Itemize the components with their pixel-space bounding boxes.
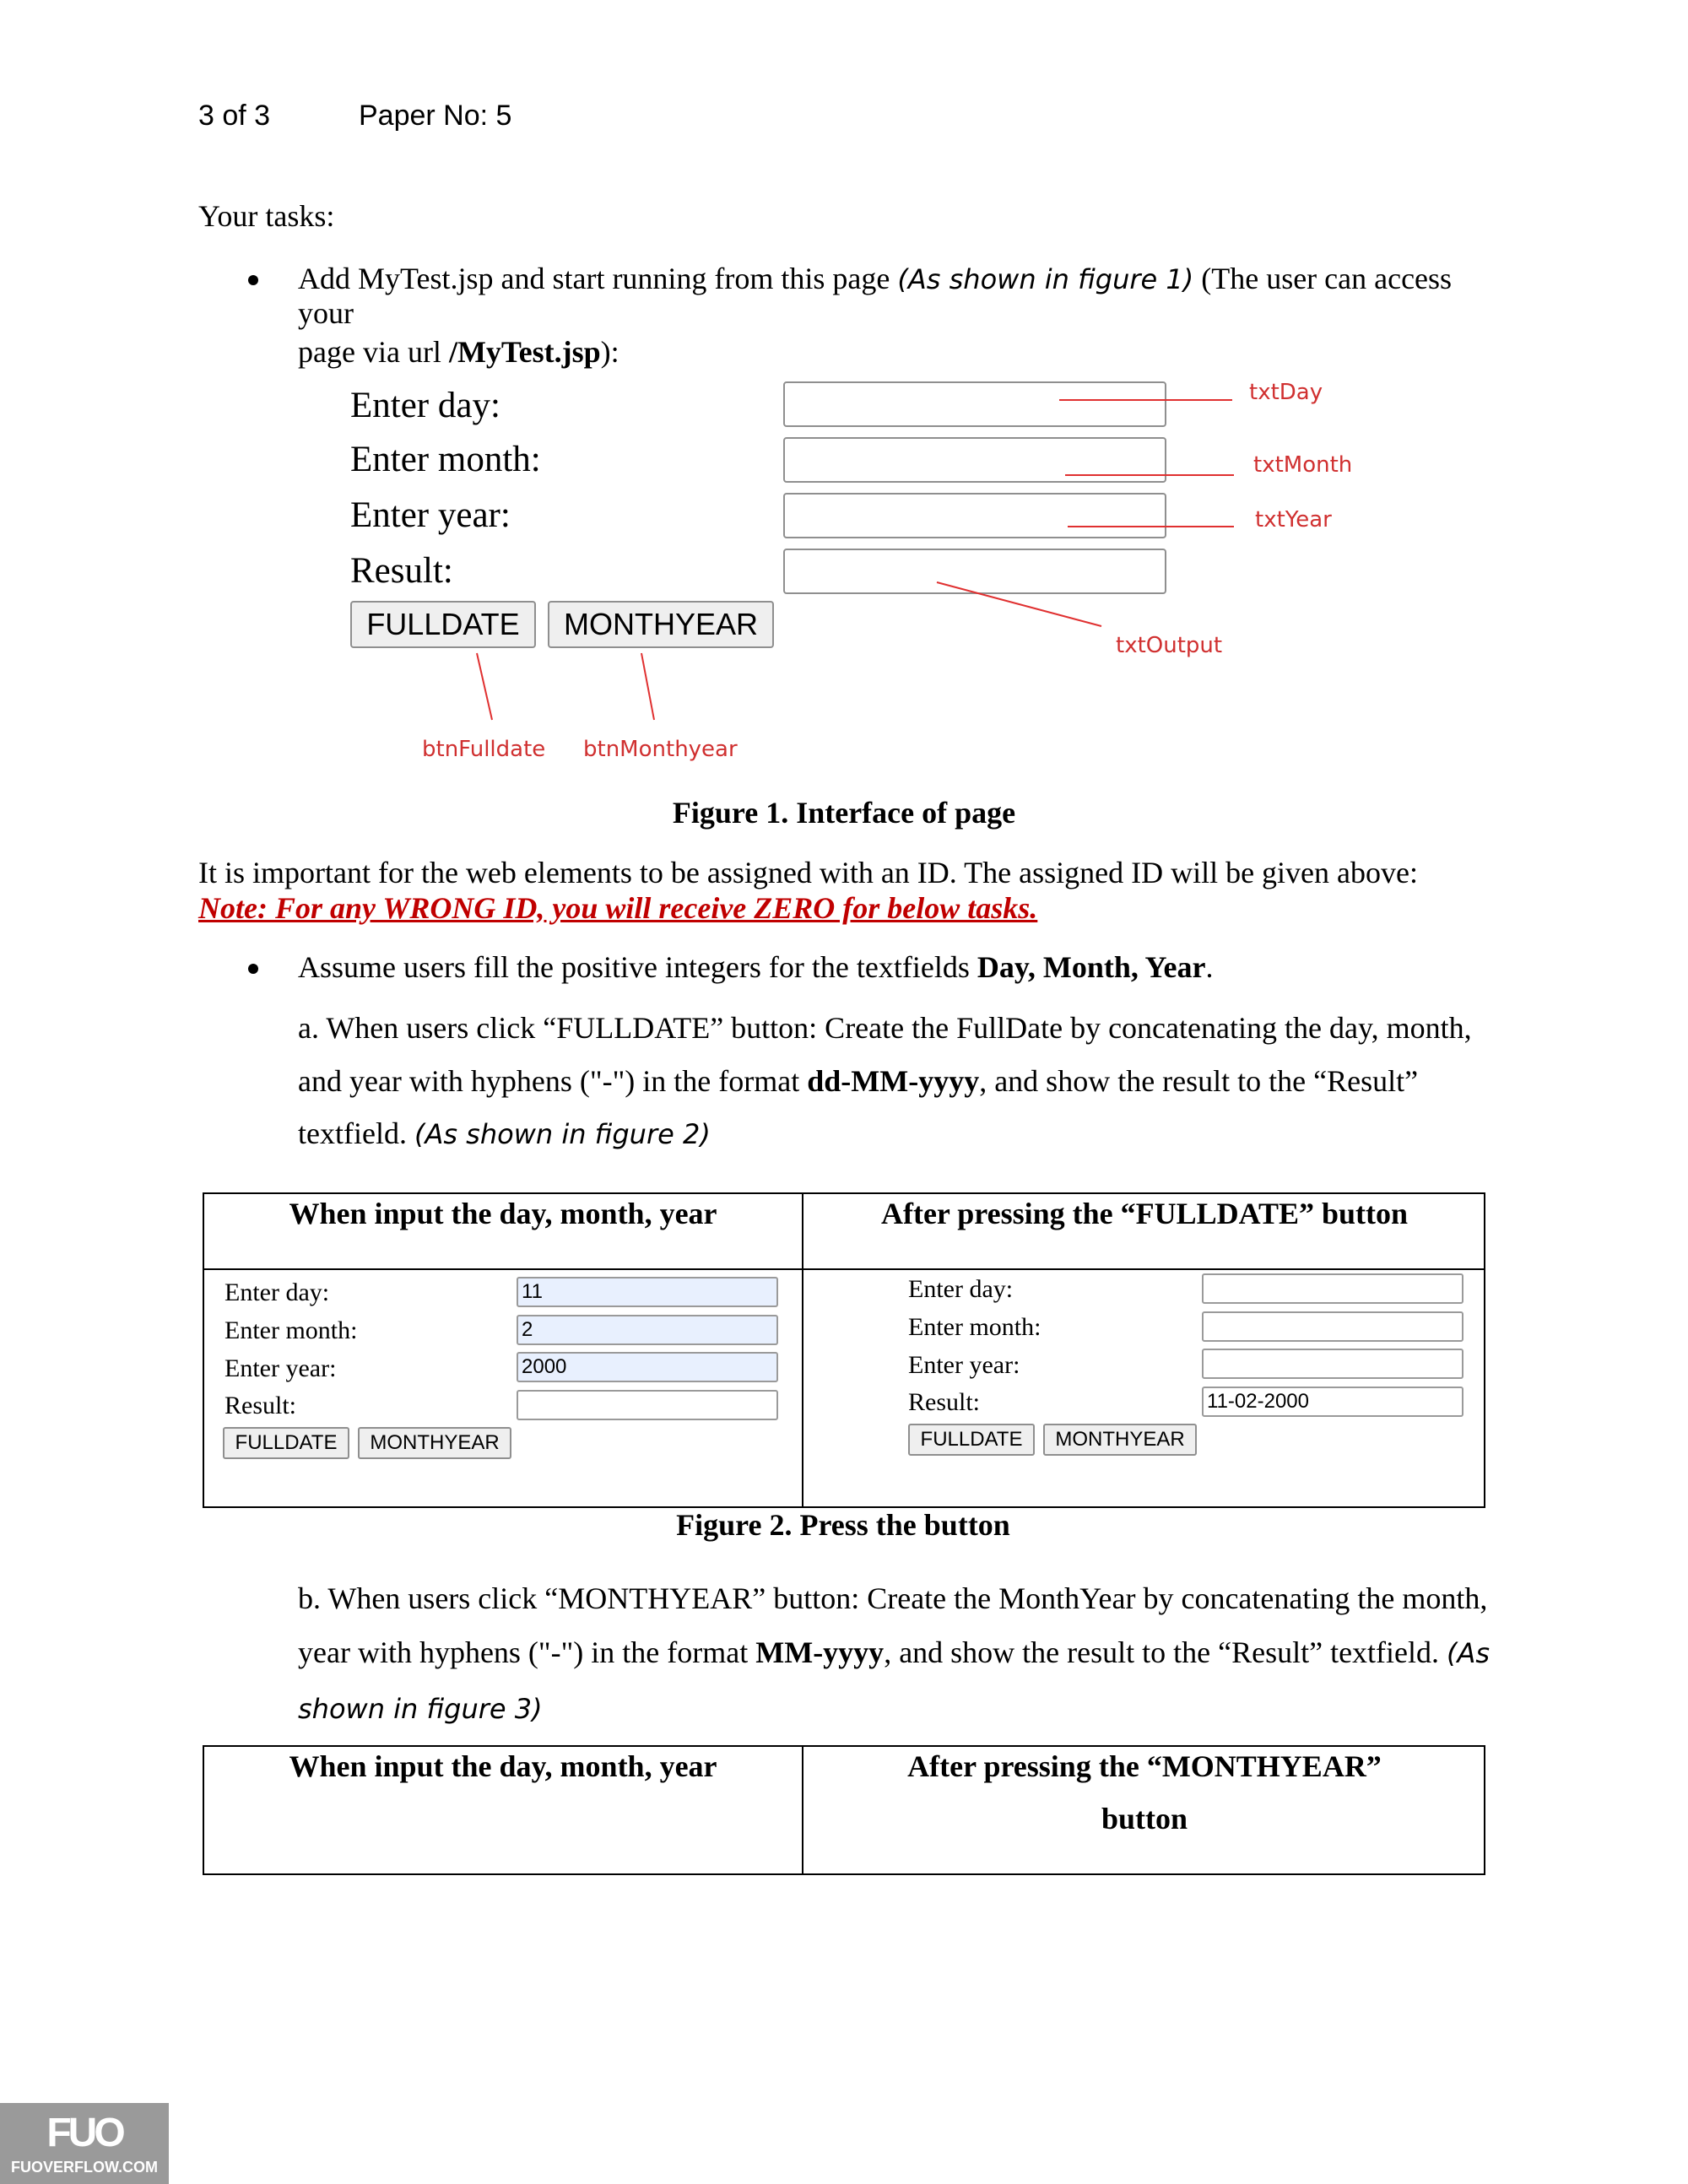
bullet1-italic: (As shown in figure 1) [897,263,1194,295]
bullet2-paragraph [298,950,1214,985]
figure2-caption: Figure 2. Press the button [676,1508,1010,1542]
fig2-left-month-input[interactable]: 2 [517,1315,778,1345]
paper-number: Paper No: 5 [359,100,512,132]
fulldate-button[interactable]: FULLDATE [350,601,536,648]
task-b-format: MM-yyyy [755,1635,885,1669]
fig2-right-label-month: Enter month: [908,1313,1041,1341]
bullet2-text2: . [1205,950,1214,984]
bullet-dot [248,964,258,974]
fig2-right-day-input[interactable] [1202,1273,1463,1304]
bullet1-text1: Add MyTest.jsp and start running from this page [298,262,898,295]
fig2-right-month-input[interactable] [1202,1311,1463,1342]
f1-label-year: Enter year: [350,495,511,535]
fig2-right-label-day: Enter day: [908,1275,1014,1303]
figure3-right-header-line2: button [1101,1802,1188,1835]
fig2-right-fulldate-button[interactable]: FULLDATE [908,1424,1035,1456]
fig2-left-label-year: Enter year: [225,1354,337,1382]
bullet1-url: /MyTest.jsp [448,334,601,369]
task-a-line3-italic: (As shown in figure 2) [414,1118,711,1150]
figure3-table [203,1745,1485,1875]
task-a-line3 [298,1116,711,1151]
label-txtoutput: txtOutput [1116,633,1223,658]
logo-mark: FUO [46,2111,122,2155]
task-b-line3 [298,1691,543,1726]
task-a-line2-pre: and year with hyphens ("-") in the format [298,1064,808,1098]
figure1-caption: Figure 1. Interface of page [672,796,1016,830]
fig2-left-monthyear-button[interactable]: MONTHYEAR [358,1427,511,1459]
fig2-left-label-day: Enter day: [225,1279,330,1306]
monthyear-button[interactable]: MONTHYEAR [548,601,774,648]
figure2-table [203,1192,1485,1508]
page-number: 3 of 3 [198,100,271,132]
task-a-format: dd-MM-yyyy [807,1064,980,1098]
task-b-line2-post: , and show the result to the “Result” textfield. [884,1635,1447,1669]
task-a-line3-pre: textfield. [298,1116,414,1150]
fig2-right-monthyear-button[interactable]: MONTHYEAR [1043,1424,1197,1456]
bullet1-text3: page via url [298,334,449,369]
task-b-line2-italic: (As [1447,1637,1491,1669]
intro-text: Your tasks: [198,199,335,233]
task-b-line2-pre: year with hyphens ("-") in the format [298,1635,756,1669]
task-a-line2-post: , and show the result to the “Result” [979,1064,1419,1098]
fig2-left-day-input[interactable]: 11 [517,1277,778,1307]
bullet2-text1: Assume users fill the positive integers for the textfields [298,950,977,984]
bullet1-text4: ): [600,334,619,369]
figure3-right-header-line1: After pressing the “MONTHYEAR” [907,1749,1382,1783]
fig2-left-result-input[interactable] [517,1390,778,1420]
wrong-id-note: Note: For any WRONG ID, you will receive ZERO for below tasks. [198,891,1038,925]
fuoverflow-logo [0,2103,169,2184]
task-b-line3-italic: shown in figure 3) [298,1693,543,1725]
fig2-left-year-input[interactable]: 2000 [517,1352,778,1382]
logo-site: FUOVERFLOW.COM [11,2159,158,2176]
bullet1-text2: (The user can access your [298,262,1453,331]
label-txtyear: txtYear [1255,507,1332,532]
fig2-left-label-month: Enter month: [225,1316,358,1344]
id-notice: It is important for the web elements to be assigned with an ID. The assigned ID will be given above: [198,856,1418,889]
fig2-right-label-result: Result: [908,1388,981,1416]
fig2-right-label-year: Enter year: [908,1351,1020,1379]
f1-label-day: Enter day: [350,386,500,425]
task-b-line1: b. When users click “MONTHYEAR” button: Create the MonthYear by concatenating the month, [298,1581,1488,1615]
f1-label-month: Enter month: [350,440,541,479]
figure2-left-header: When input the day, month, year [289,1197,717,1230]
label-txtmonth: txtMonth [1253,452,1353,478]
fig2-left-label-result: Result: [225,1392,297,1419]
task-a-line1: a. When users click “FULLDATE” button: Create the FullDate by concatenating the day, month, [298,1011,1472,1045]
bullet2-bold: Day, Month, Year [977,950,1206,984]
label-txtday: txtDay [1249,380,1323,405]
figure2-right-header: After pressing the “FULLDATE” button [880,1197,1409,1230]
fig2-left-fulldate-button[interactable]: FULLDATE [223,1427,349,1459]
fig2-right-year-input[interactable] [1202,1349,1463,1379]
fig2-right-result-input[interactable]: 11-02-2000 [1202,1387,1463,1417]
task-a-line2 [298,1064,1418,1099]
task-b-line2 [298,1635,1490,1670]
f1-label-result: Result: [350,551,453,591]
label-btnmonthyear: btnMonthyear [583,737,738,762]
figure3-left-header: When input the day, month, year [289,1749,717,1783]
label-btnfulldate: btnFulldate [422,737,546,762]
